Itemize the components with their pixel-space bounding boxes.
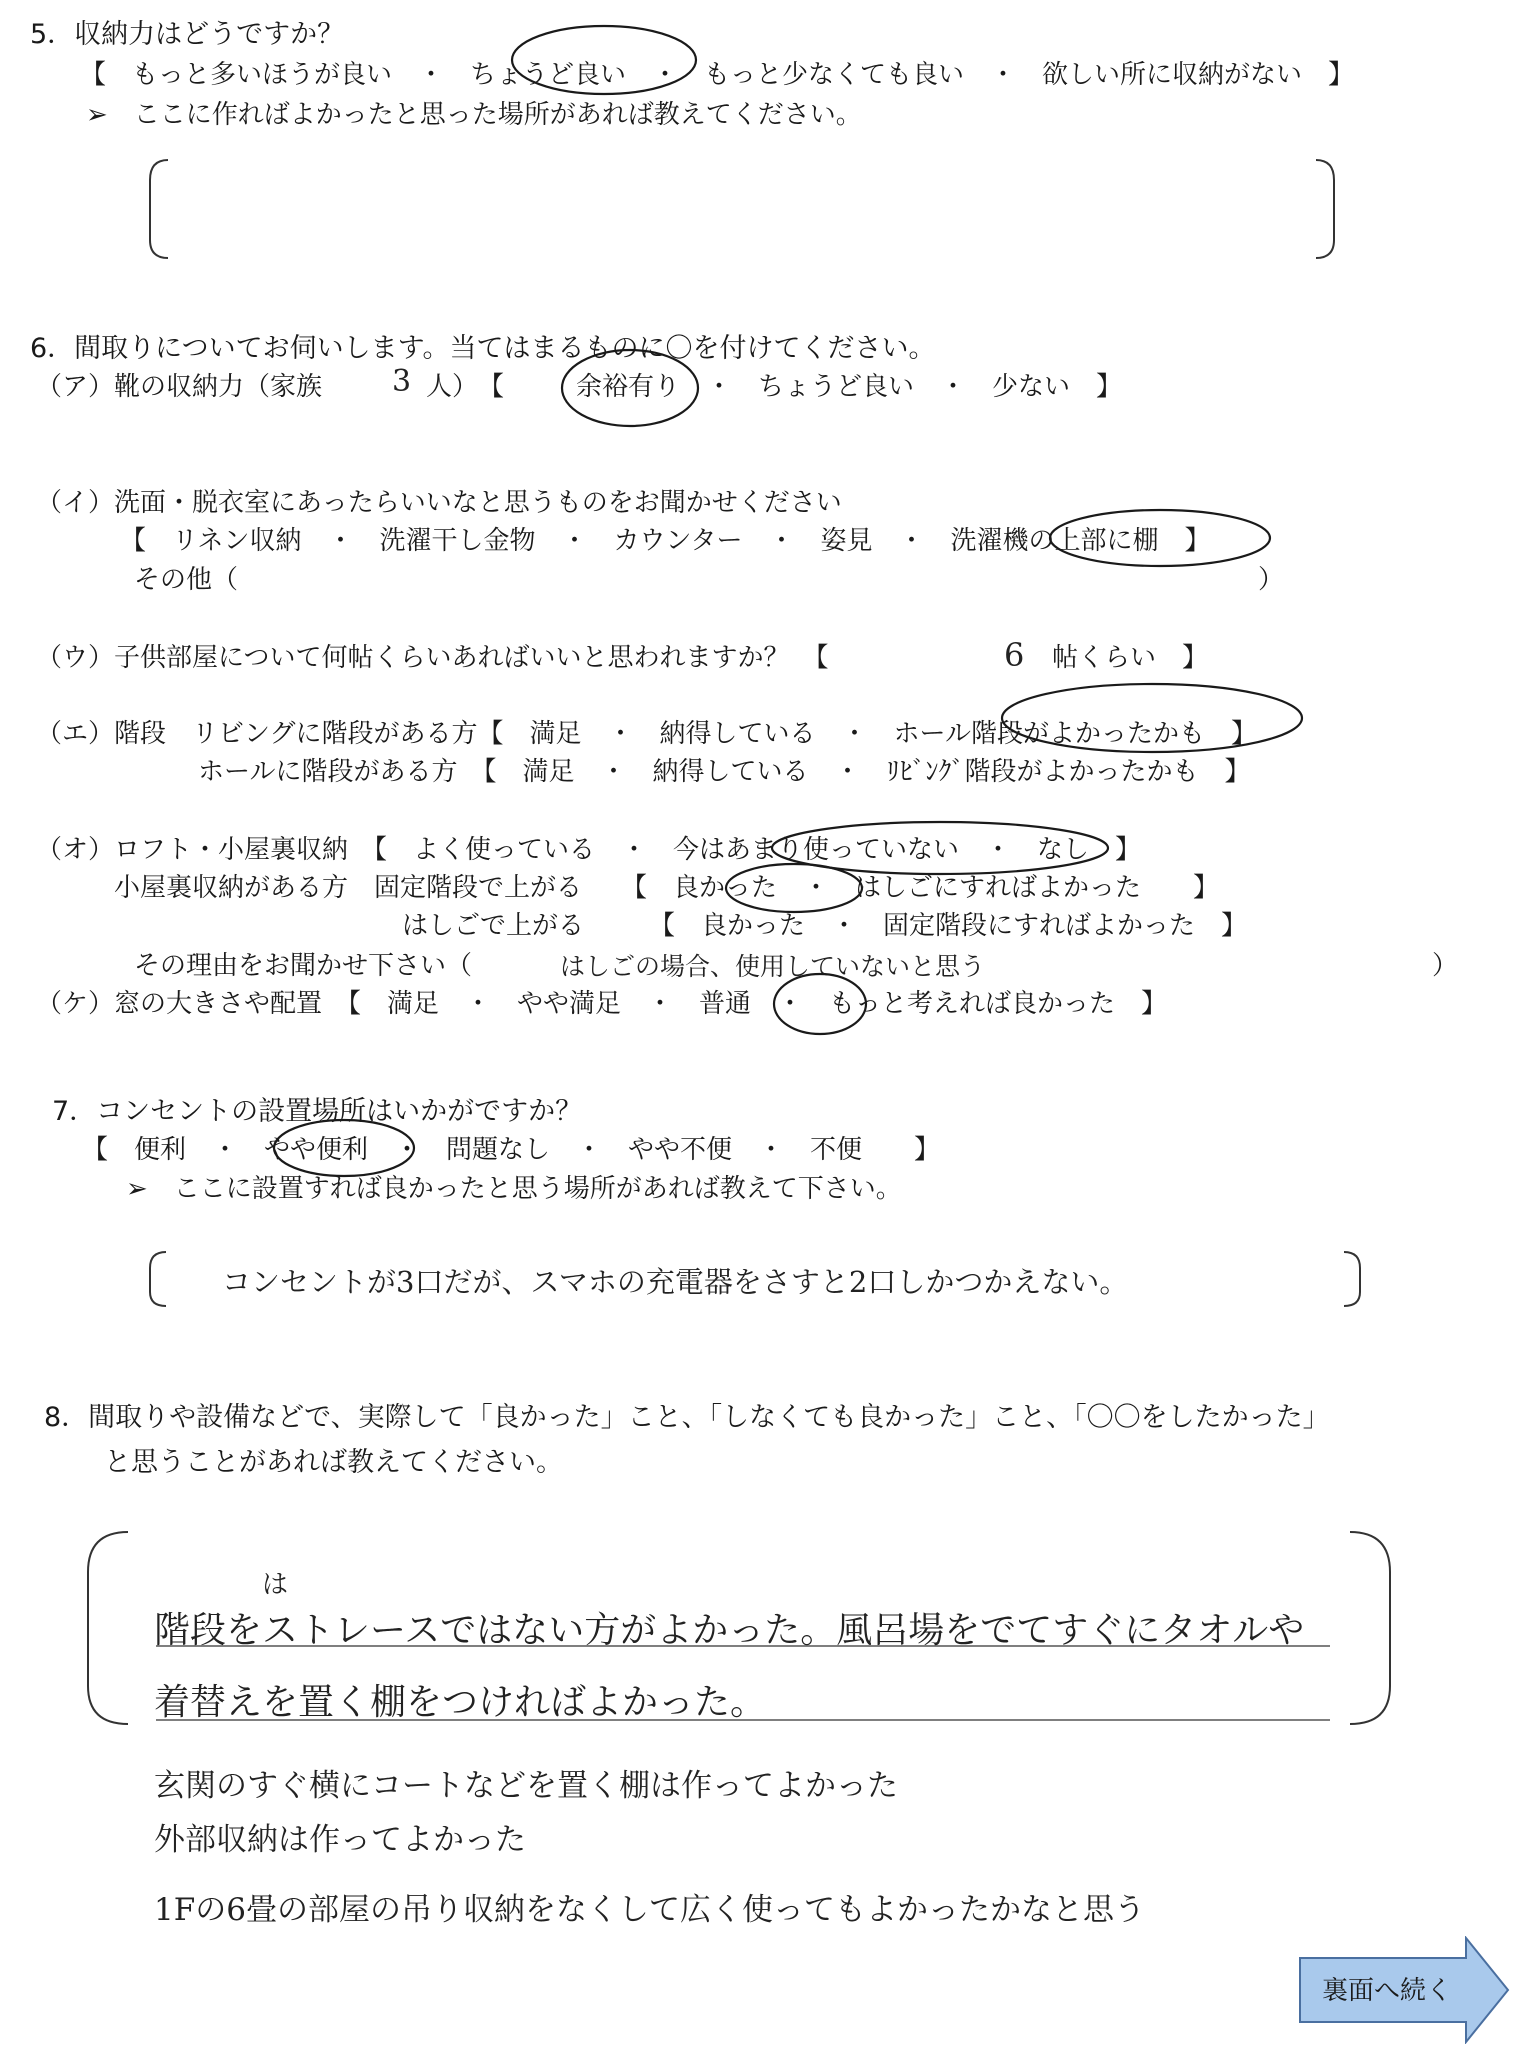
q6-title: 6．間取りについてお伺いします。当てはまるものに〇を付けてください。 [30,333,936,364]
continue-label: 裏面へ続く [1321,1975,1452,2005]
q8-answer-line-5: 1Fの6畳の部屋の吊り収納をなくして広く使ってもよかったかなと思う [154,1892,1145,1928]
q8-answer-line-2: 着替えを置く棚をつければよかった。 [154,1682,767,1723]
q6o-reason: その理由をお聞かせ下さい（ [134,951,473,981]
q7-sub: ➢ ここに設置すれば良かったと思う場所があれば教えて下さい。 [126,1174,902,1204]
q6a-rest: 人） 【 [426,372,505,402]
q6a-family: 3 [392,364,412,399]
q7-answer-bracket-left [150,1252,166,1306]
q6e-line2[interactable]: ホールに階段がある方 【 満足 ・ 納得している ・ ﾘﾋﾞﾝｸﾞ階段がよかったかも 】 [198,757,1251,787]
q8-answer-bracket-right [1350,1532,1390,1724]
q6i-other: その他（ [134,565,239,595]
q8-answer-bracket-left [88,1532,128,1724]
q6o-reason-answer: はしごの場合、使用していないと思う [560,952,986,981]
q5-sub: ➢ ここに作ればよかったと思った場所があれば教えてください。 [86,100,862,130]
q8-title: 8．間取りや設備などで、実際して「良かった」こと、「しなくても良かった」こと、「〇〇をしたかった」 [44,1402,1330,1433]
q8-answer-line-4: 外部収納は作ってよかった [154,1822,526,1858]
q6i-label: （イ）洗面・脱衣室にあったらいいなと思うものをお聞かせください [36,488,842,518]
q5-answer-bracket-left [150,160,168,258]
q8-answer-line-1: 階段をストレースではない方がよかった。風呂場をでてすぐにタオルや [154,1610,1305,1651]
q5-answer-bracket-right [1316,160,1334,258]
q7-answer-bracket-right [1344,1252,1360,1306]
q6u-label: （ウ）子供部屋について何帖くらいあればいいと思われますか？ 【 [36,643,829,673]
q6o-reason-close: ） [1432,951,1459,981]
q6o-line2[interactable]: 小屋裏収納がある方 固定階段で上がる 【 良かった ・ はしごにすればよかった 】 [114,873,1220,903]
q8-answer-note: は [262,1570,289,1600]
q8-answer-line-3: 玄関のすぐ横にコートなどを置く棚は作ってよかった [154,1768,898,1804]
q6a-label: （ア）靴の収納力（家族 [36,372,323,402]
q6u-suffix: 帖くらい 】 [1052,643,1209,673]
q6u-value: 6 [1004,636,1025,674]
q6a-options[interactable]: 余裕有り ・ ちょうど良い ・ 少ない 】 [576,372,1123,402]
q6i-other-close: ） [1258,565,1285,595]
q6e-line1[interactable]: （エ）階段 リビングに階段がある方【 満足 ・ 納得している ・ ホール階段がよかったかも 】 [36,719,1257,749]
q5-options[interactable]: 【 もっと多いほうが良い ・ ちょうど良い ・ もっと少なくても良い ・ 欲しい所に収納がない 】 [80,60,1355,90]
q7-title: 7．コンセントの設置場所はいかがですか？ [52,1096,583,1127]
q8-title2: と思うことがあれば教えてください。 [104,1447,563,1478]
q6ke-line[interactable]: （ケ）窓の大きさや配置 【 満足 ・ やや満足 ・ 普通 ・ もっと考えれば良かった 】 [36,989,1168,1019]
q6o-line1[interactable]: （オ）ロフト・小屋裏収納 【 よく使っている ・ 今はあまり使っていない ・ なし 】 [36,835,1142,865]
q7-answer: コンセントが3口だが、スマホの充電器をさすと2口しかつかえない。 [222,1265,1129,1299]
q7-options[interactable]: 【 便利 ・ やや便利 ・ 問題なし ・ やや不便 ・ 不便 】 [82,1135,941,1165]
q6i-options[interactable]: 【 リネン収納 ・ 洗濯干し金物 ・ カウンター ・ 姿見 ・ 洗濯機の上部に棚 】 [120,526,1211,556]
q6o-line3[interactable]: はしごで上がる 【 良かった ・ 固定階段にすればよかった 】 [402,911,1248,941]
q5-title: 5．収納力はどうですか？ [30,19,345,50]
